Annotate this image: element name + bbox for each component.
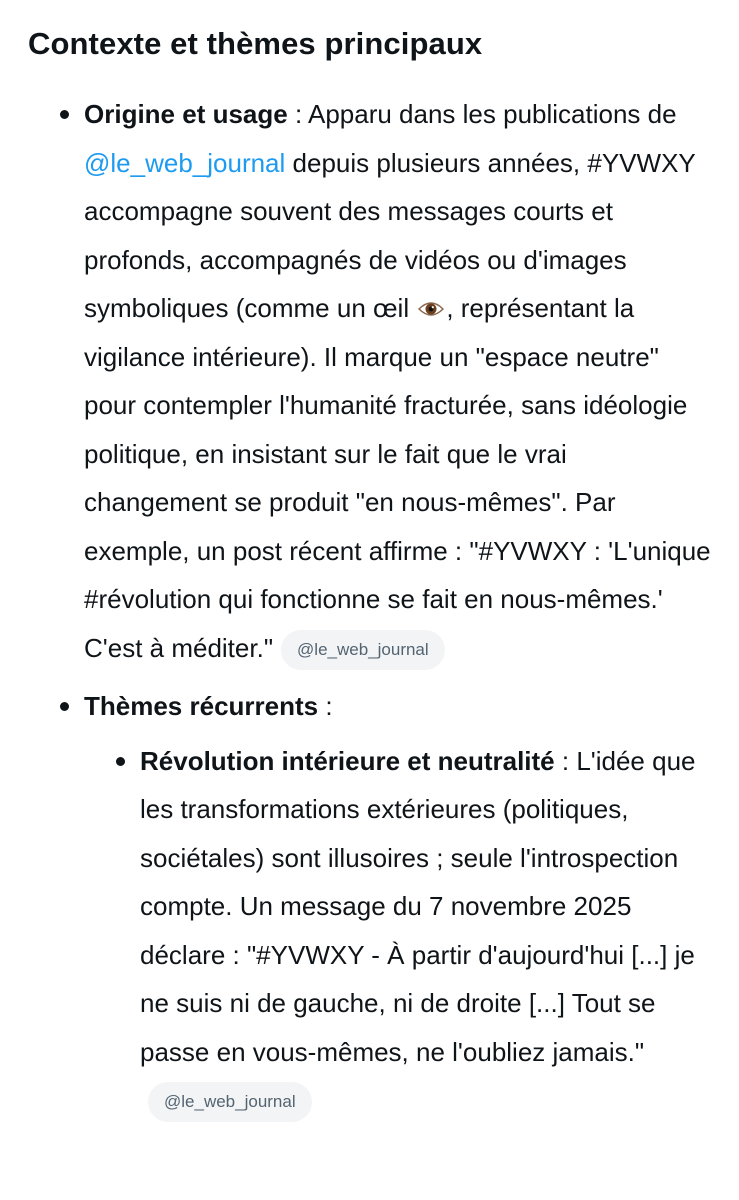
item-title: Origine et usage: [84, 99, 288, 129]
source-chip[interactable]: @le_web_journal: [148, 1082, 312, 1122]
item-text: Apparu dans les publications de: [307, 99, 677, 129]
source-chip[interactable]: @le_web_journal: [281, 630, 445, 670]
item-text: depuis plusieurs années, #YVWXY accompagne souvent des messages courts et profonds, accompagnés de vidéos ou d'images symboliques (comme un œil: [84, 147, 696, 323]
item-separator: :: [287, 99, 308, 129]
list-item-origine: [84, 90, 711, 672]
item-title: Thèmes récurrents: [84, 691, 319, 721]
item-text: , représentant la vigilance intérieure). Il marque un "espace neutre" pour contempler l'humanité fracturée, sans idéologie politique, en insistant sur le fait que le vrai changement se produit "en nous-mêmes". Par exemple, un post récent affirme : "#YVWXY : 'L'unique #révolution qui fonctionne se fait en nous-mêmes.' C'est à méditer.": [84, 293, 711, 663]
list-item-revolution: [140, 737, 711, 1125]
item-separator: :: [318, 691, 333, 721]
nested-bullet-list: [84, 737, 711, 1125]
bullet-list: [28, 90, 711, 1125]
item-separator: :: [554, 745, 577, 776]
item-title: Révolution intérieure et neutralité: [140, 745, 555, 776]
eye-emoji-icon: [418, 300, 444, 318]
list-item-themes: [84, 682, 711, 1125]
section-heading: Contexte et thèmes principaux: [28, 26, 483, 61]
item-text: L'idée que les transformations extérieures (politiques, sociétales) sont illusoires ; seule l'introspection compte. Un message du 7 novembre 2025 déclare : "#YVWXY - À partir d'aujourd'hui [...] je ne suis ni de gauche, ni de droite [...] Tout se passe en vous-mêmes, ne l'oubliez jamais.": [140, 745, 696, 1067]
mention-link[interactable]: @le_web_journal: [84, 147, 286, 178]
